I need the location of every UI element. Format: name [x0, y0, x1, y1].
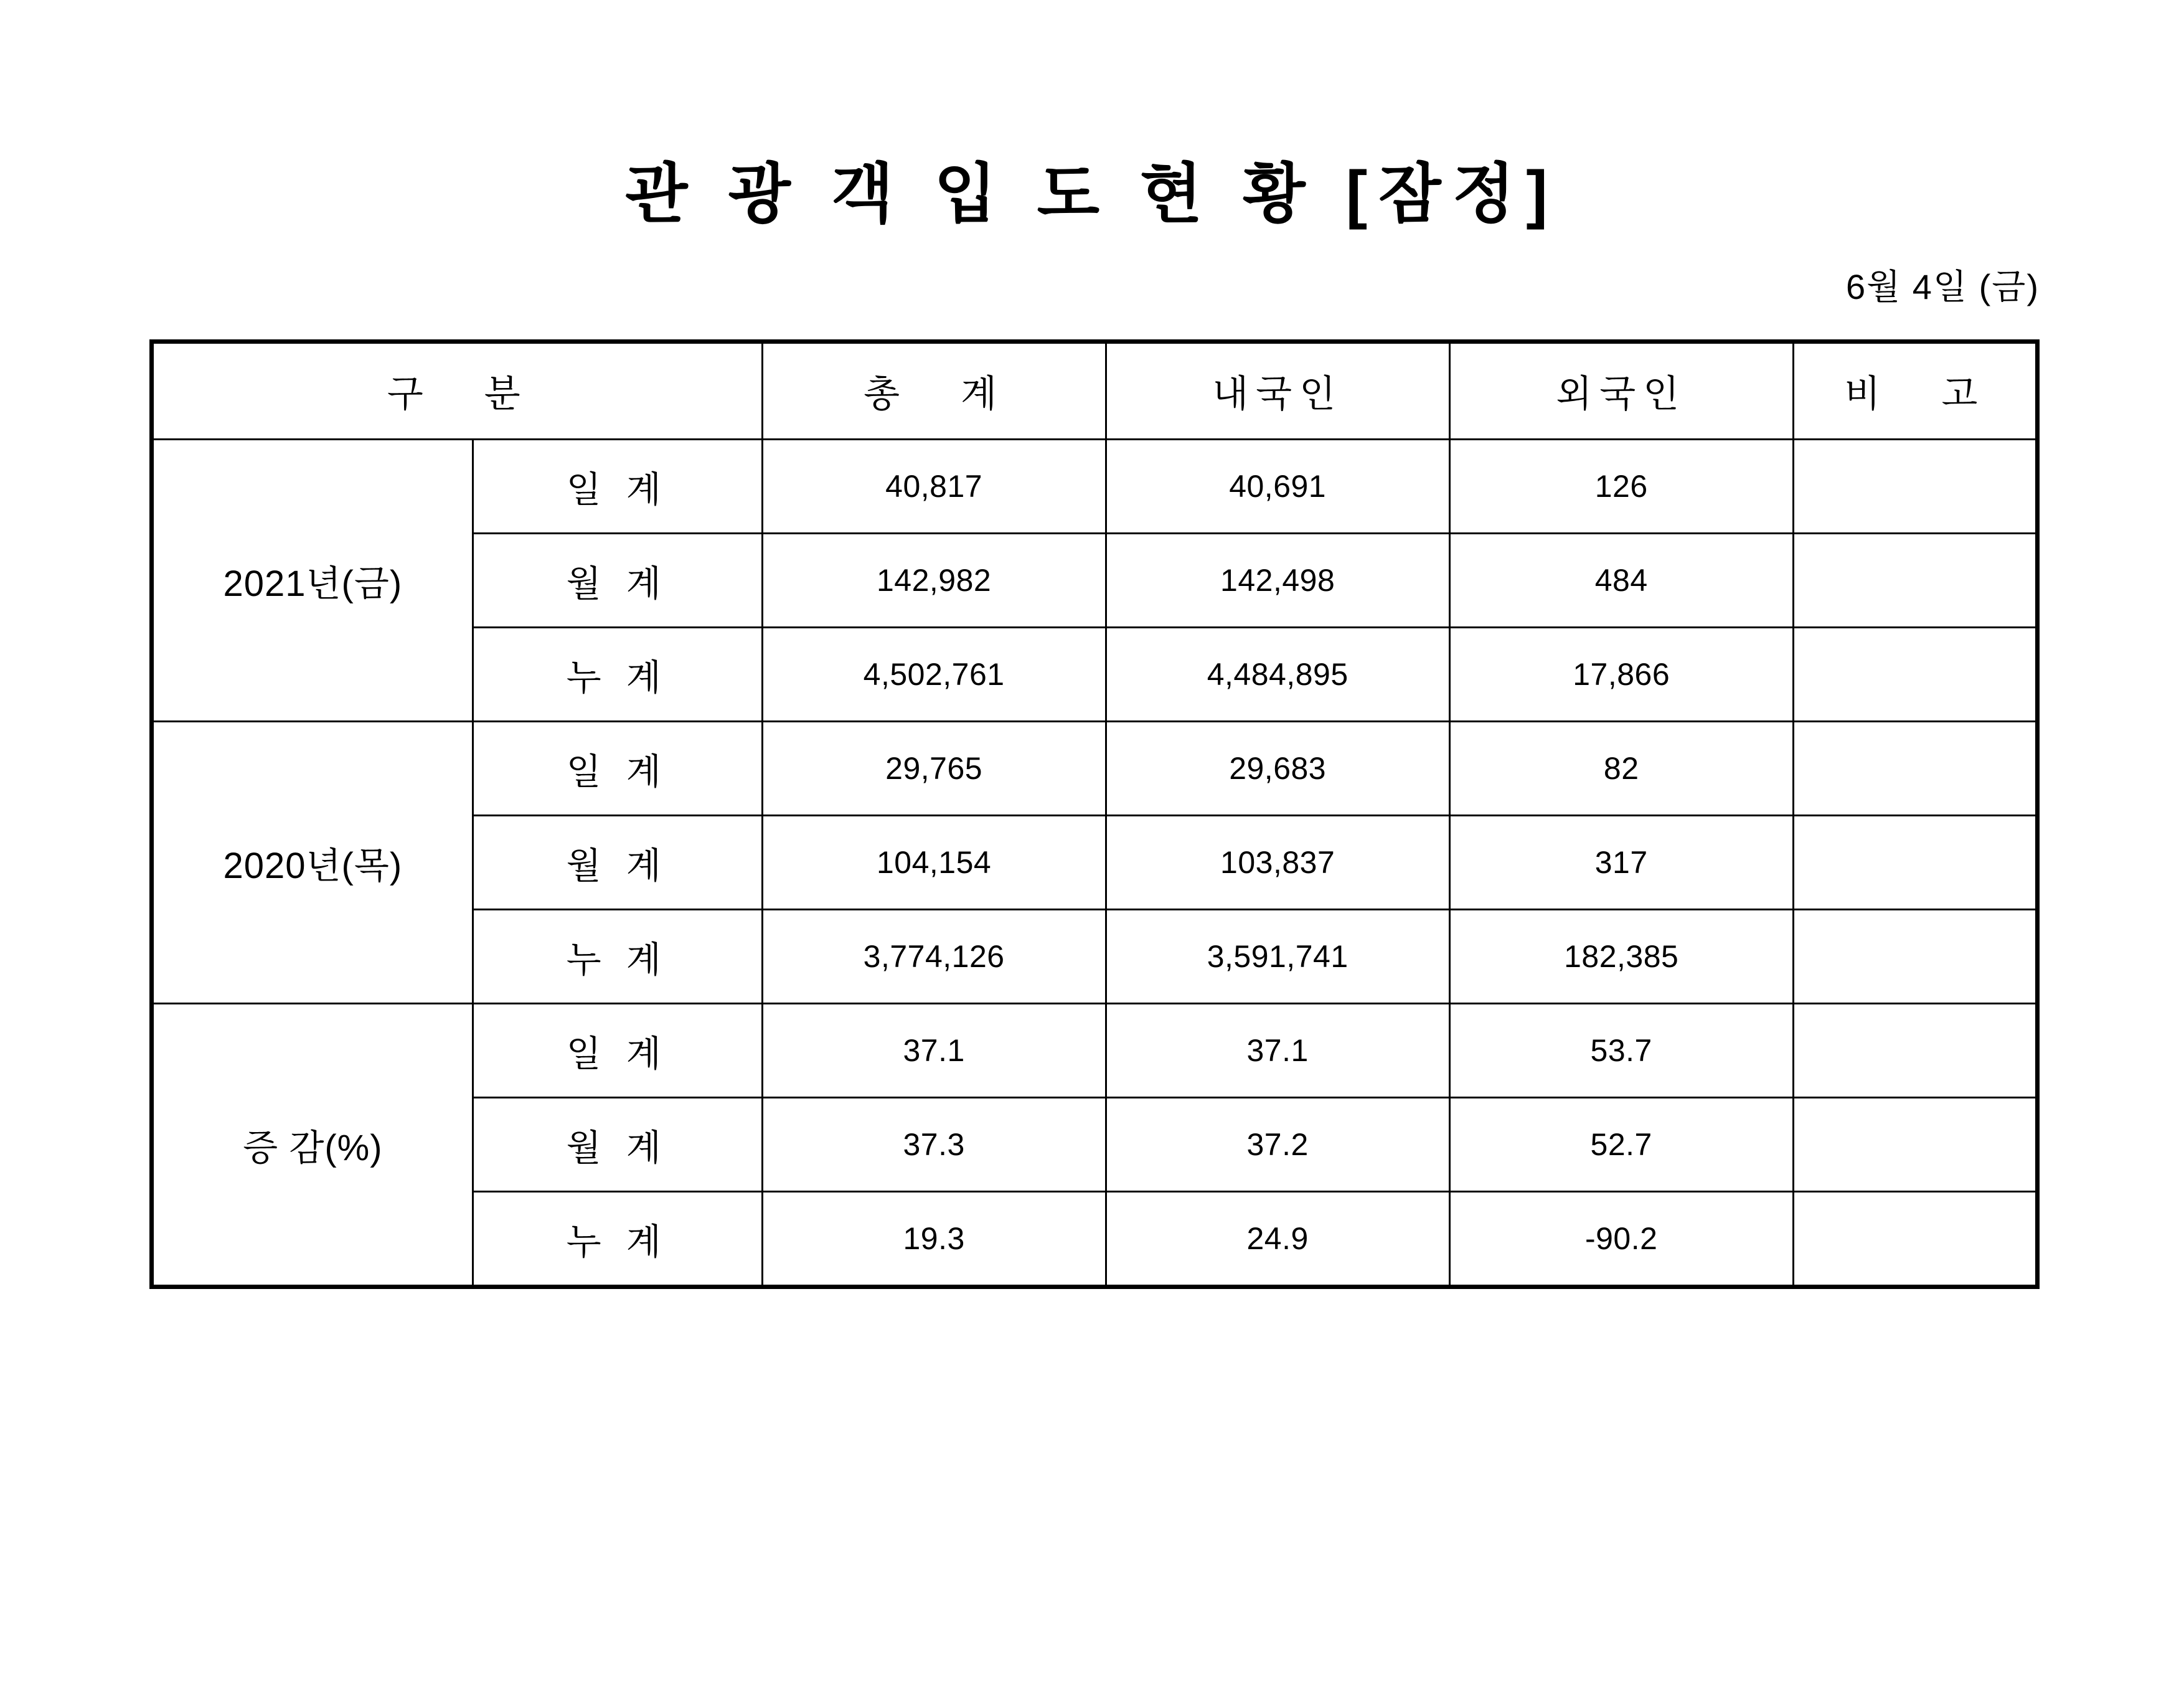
- table-row: [152, 1003, 2038, 1097]
- group-label-2020: 2020년(목): [152, 721, 473, 1003]
- cell-total: 37.1: [762, 1003, 1106, 1097]
- cell-domestic: 3,591,741: [1106, 909, 1449, 1003]
- cell-remark: [1793, 815, 2037, 909]
- cell-remark: [1793, 909, 2037, 1003]
- cell-remark: [1793, 533, 2037, 627]
- document-page: [0, 156, 2184, 1700]
- cell-total: 19.3: [762, 1191, 1106, 1287]
- cell-foreign: 484: [1449, 533, 1793, 627]
- row-label-daily: 일 계: [473, 721, 762, 815]
- row-label-cumulative: 누 계: [473, 627, 762, 721]
- cell-domestic: 37.2: [1106, 1097, 1449, 1191]
- row-label-monthly: 월 계: [473, 533, 762, 627]
- table-head: [152, 341, 2038, 439]
- cell-total: 37.3: [762, 1097, 1106, 1191]
- cell-remark: [1793, 439, 2037, 533]
- cell-remark: [1793, 1097, 2037, 1191]
- cell-total: 4,502,761: [762, 627, 1106, 721]
- cell-domestic: 40,691: [1106, 439, 1449, 533]
- column-header-total: 총 계: [762, 341, 1106, 439]
- cell-domestic: 24.9: [1106, 1191, 1449, 1287]
- report-date: 6월 4일 (금): [1846, 267, 2040, 306]
- cell-domestic: 4,484,895: [1106, 627, 1449, 721]
- cell-foreign: 17,866: [1449, 627, 1793, 721]
- cell-foreign: -90.2: [1449, 1191, 1793, 1287]
- column-header-foreign: 외국인: [1449, 341, 1793, 439]
- column-header-remark: 비 고: [1793, 341, 2037, 439]
- cell-foreign: 182,385: [1449, 909, 1793, 1003]
- row-label-daily: 일 계: [473, 1003, 762, 1097]
- row-label-monthly: 월 계: [473, 1097, 762, 1191]
- column-header-domestic: 내국인: [1106, 341, 1449, 439]
- row-label-daily: 일 계: [473, 439, 762, 533]
- cell-foreign: 317: [1449, 815, 1793, 909]
- cell-foreign: 52.7: [1449, 1097, 1793, 1191]
- group-label-2021: 2021년(금): [152, 439, 473, 721]
- cell-domestic: 142,498: [1106, 533, 1449, 627]
- cell-total: 3,774,126: [762, 909, 1106, 1003]
- row-label-cumulative: 누 계: [473, 1191, 762, 1287]
- cell-foreign: 53.7: [1449, 1003, 1793, 1097]
- page-title: 관 광 객 입 도 현 황 [잠정]: [625, 158, 1559, 230]
- cell-remark: [1793, 627, 2037, 721]
- row-label-cumulative: 누 계: [473, 909, 762, 1003]
- cell-total: 104,154: [762, 815, 1106, 909]
- table-body: [152, 439, 2038, 1287]
- statistics-table-container: [0, 339, 2184, 1289]
- group-label-change: 증 감(%): [152, 1003, 473, 1287]
- cell-remark: [1793, 1003, 2037, 1097]
- tourist-arrivals-table: [149, 339, 2040, 1289]
- cell-total: 142,982: [762, 533, 1106, 627]
- cell-total: 29,765: [762, 721, 1106, 815]
- cell-foreign: 82: [1449, 721, 1793, 815]
- table-row: [152, 439, 2038, 533]
- row-label-monthly: 월 계: [473, 815, 762, 909]
- table-header-row: [152, 341, 2038, 439]
- cell-remark: [1793, 721, 2037, 815]
- cell-total: 40,817: [762, 439, 1106, 533]
- table-row: [152, 721, 2038, 815]
- cell-domestic: 29,683: [1106, 721, 1449, 815]
- cell-domestic: 103,837: [1106, 815, 1449, 909]
- cell-foreign: 126: [1449, 439, 1793, 533]
- column-header-division: 구 분: [152, 341, 763, 439]
- cell-domestic: 37.1: [1106, 1003, 1449, 1097]
- cell-remark: [1793, 1191, 2037, 1287]
